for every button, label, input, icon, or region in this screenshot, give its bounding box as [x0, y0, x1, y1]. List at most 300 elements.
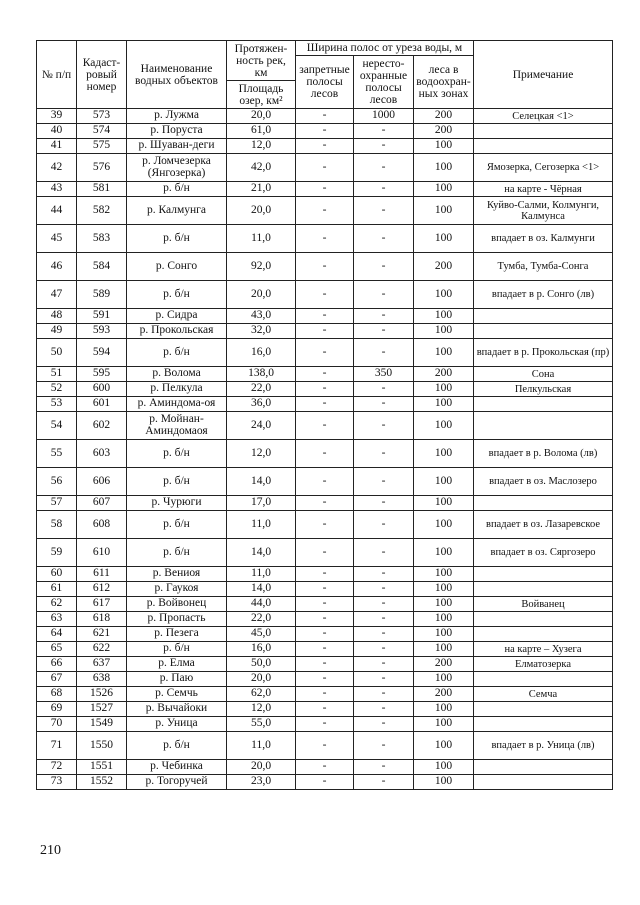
length: 12,0	[227, 139, 296, 154]
table-row	[37, 225, 613, 253]
spawning-width: 1000	[354, 109, 414, 124]
length: 20,0	[227, 672, 296, 687]
table-row	[37, 732, 613, 760]
water-body-name: р. Пезега	[127, 627, 227, 642]
table-row	[37, 197, 613, 225]
table-row	[37, 468, 613, 496]
protection-width: 100	[414, 717, 474, 732]
length: 22,0	[227, 612, 296, 627]
forbidden-width: -	[296, 124, 354, 139]
length: 22,0	[227, 382, 296, 397]
note	[474, 582, 613, 597]
cadastral-number: 574	[77, 124, 127, 139]
table-row	[37, 182, 613, 197]
water-body-name: р. Калмунга	[127, 197, 227, 225]
spawning-width: -	[354, 717, 414, 732]
spawning-width: -	[354, 382, 414, 397]
spawning-width: -	[354, 225, 414, 253]
water-body-name: р. Аминдома-оя	[127, 397, 227, 412]
header-area: Площадь озер, км²	[227, 81, 296, 109]
table-row	[37, 253, 613, 281]
spawning-width: -	[354, 440, 414, 468]
forbidden-width: -	[296, 339, 354, 367]
forbidden-width: -	[296, 397, 354, 412]
length: 20,0	[227, 281, 296, 309]
protection-width: 200	[414, 657, 474, 672]
note: Куйво-Салми, Колмунги, Калмунса	[474, 197, 613, 225]
note	[474, 139, 613, 154]
cadastral-number: 1526	[77, 687, 127, 702]
note	[474, 760, 613, 775]
table-row	[37, 339, 613, 367]
length: 36,0	[227, 397, 296, 412]
forbidden-width: -	[296, 197, 354, 225]
note: Елматозерка	[474, 657, 613, 672]
table-row	[37, 382, 613, 397]
water-body-name: р. Лужма	[127, 109, 227, 124]
length: 138,0	[227, 367, 296, 382]
spawning-width: -	[354, 339, 414, 367]
protection-width: 100	[414, 582, 474, 597]
spawning-width: -	[354, 496, 414, 511]
cadastral-number: 1552	[77, 775, 127, 790]
protection-width: 100	[414, 309, 474, 324]
row-num: 71	[37, 732, 77, 760]
forbidden-width: -	[296, 627, 354, 642]
table-row	[37, 511, 613, 539]
spawning-width: -	[354, 732, 414, 760]
spawning-width: -	[354, 154, 414, 182]
cadastral-number: 612	[77, 582, 127, 597]
row-num: 52	[37, 382, 77, 397]
water-body-name: р. Ломчезерка (Янгозерка)	[127, 154, 227, 182]
protection-width: 200	[414, 124, 474, 139]
length: 45,0	[227, 627, 296, 642]
water-body-name: р. б/н	[127, 732, 227, 760]
header-num: № п/п	[37, 41, 77, 109]
note	[474, 702, 613, 717]
forbidden-width: -	[296, 253, 354, 281]
water-body-name: р. Чебинка	[127, 760, 227, 775]
row-num: 56	[37, 468, 77, 496]
forbidden-width: -	[296, 412, 354, 440]
protection-width: 100	[414, 597, 474, 612]
protection-width: 100	[414, 440, 474, 468]
protection-width: 100	[414, 468, 474, 496]
row-num: 69	[37, 702, 77, 717]
forbidden-width: -	[296, 154, 354, 182]
spawning-width: -	[354, 672, 414, 687]
row-num: 42	[37, 154, 77, 182]
water-body-name: р. Прокольская	[127, 324, 227, 339]
row-num: 67	[37, 672, 77, 687]
forbidden-width: -	[296, 775, 354, 790]
note: впадает в р. Уница (лв)	[474, 732, 613, 760]
table-header	[37, 41, 613, 109]
forbidden-width: -	[296, 612, 354, 627]
forbidden-width: -	[296, 109, 354, 124]
row-num: 65	[37, 642, 77, 657]
protection-width: 100	[414, 775, 474, 790]
forbidden-width: -	[296, 496, 354, 511]
table-body	[37, 109, 613, 790]
spawning-width: -	[354, 309, 414, 324]
cadastral-number: 589	[77, 281, 127, 309]
protection-width: 100	[414, 567, 474, 582]
row-num: 54	[37, 412, 77, 440]
protection-width: 100	[414, 760, 474, 775]
forbidden-width: -	[296, 139, 354, 154]
cadastral-number: 582	[77, 197, 127, 225]
forbidden-width: -	[296, 511, 354, 539]
table-row	[37, 627, 613, 642]
length: 23,0	[227, 775, 296, 790]
length: 11,0	[227, 732, 296, 760]
table-row	[37, 124, 613, 139]
table-row	[37, 775, 613, 790]
row-num: 47	[37, 281, 77, 309]
row-num: 51	[37, 367, 77, 382]
cadastral-number: 602	[77, 412, 127, 440]
water-body-name: р. б/н	[127, 642, 227, 657]
cadastral-number: 600	[77, 382, 127, 397]
forbidden-width: -	[296, 642, 354, 657]
cadastral-number: 601	[77, 397, 127, 412]
cadastral-number: 576	[77, 154, 127, 182]
length: 20,0	[227, 197, 296, 225]
water-body-name: р. Семчь	[127, 687, 227, 702]
water-body-name: р. Мойнан-Аминдомаоя	[127, 412, 227, 440]
spawning-width: -	[354, 182, 414, 197]
spawning-width: -	[354, 139, 414, 154]
protection-width: 100	[414, 197, 474, 225]
forbidden-width: -	[296, 182, 354, 197]
row-num: 57	[37, 496, 77, 511]
length: 62,0	[227, 687, 296, 702]
water-body-name: р. б/н	[127, 440, 227, 468]
protection-width: 100	[414, 627, 474, 642]
row-num: 45	[37, 225, 77, 253]
cadastral-number: 638	[77, 672, 127, 687]
length: 32,0	[227, 324, 296, 339]
table-row	[37, 567, 613, 582]
note	[474, 612, 613, 627]
water-body-name: р. Вениоя	[127, 567, 227, 582]
spawning-width: -	[354, 468, 414, 496]
note: впадает в оз. Калмунги	[474, 225, 613, 253]
length: 20,0	[227, 109, 296, 124]
table-row	[37, 440, 613, 468]
note: Сона	[474, 367, 613, 382]
note: Пелкульская	[474, 382, 613, 397]
row-num: 48	[37, 309, 77, 324]
cadastral-number: 1527	[77, 702, 127, 717]
length: 14,0	[227, 468, 296, 496]
water-body-name: р. б/н	[127, 539, 227, 567]
note: впадает в р. Волома (лв)	[474, 440, 613, 468]
length: 20,0	[227, 760, 296, 775]
water-body-name: р. Паю	[127, 672, 227, 687]
water-body-name: р. Вычайоки	[127, 702, 227, 717]
note: впадает в р. Сонго (лв)	[474, 281, 613, 309]
water-body-name: р. Уница	[127, 717, 227, 732]
cadastral-number: 573	[77, 109, 127, 124]
row-num: 41	[37, 139, 77, 154]
table-row	[37, 717, 613, 732]
length: 43,0	[227, 309, 296, 324]
forbidden-width: -	[296, 760, 354, 775]
spawning-width: -	[354, 567, 414, 582]
spawning-width: -	[354, 627, 414, 642]
length: 50,0	[227, 657, 296, 672]
water-body-name: р. Чурюги	[127, 496, 227, 511]
forbidden-width: -	[296, 281, 354, 309]
row-num: 62	[37, 597, 77, 612]
cadastral-number: 608	[77, 511, 127, 539]
note	[474, 627, 613, 642]
table-row	[37, 154, 613, 182]
protection-width: 100	[414, 732, 474, 760]
length: 12,0	[227, 702, 296, 717]
forbidden-width: -	[296, 597, 354, 612]
protection-width: 200	[414, 687, 474, 702]
protection-width: 200	[414, 367, 474, 382]
spawning-width: -	[354, 657, 414, 672]
header-spawning: нересто-охранные полосы лесов	[354, 56, 414, 109]
note: впадает в р. Прокольская (пр)	[474, 339, 613, 367]
water-body-name: р. б/н	[127, 225, 227, 253]
row-num: 53	[37, 397, 77, 412]
table-row	[37, 309, 613, 324]
cadastral-number: 607	[77, 496, 127, 511]
cadastral-number: 617	[77, 597, 127, 612]
header-length: Протяжен-ность рек, км	[227, 41, 296, 81]
spawning-width: -	[354, 612, 414, 627]
row-num: 50	[37, 339, 77, 367]
cadastral-number: 594	[77, 339, 127, 367]
row-num: 43	[37, 182, 77, 197]
row-num: 49	[37, 324, 77, 339]
forbidden-width: -	[296, 440, 354, 468]
length: 11,0	[227, 225, 296, 253]
table-row	[37, 539, 613, 567]
cadastral-number: 611	[77, 567, 127, 582]
water-body-name: р. б/н	[127, 339, 227, 367]
length: 11,0	[227, 567, 296, 582]
table-row	[37, 582, 613, 597]
note	[474, 124, 613, 139]
note	[474, 567, 613, 582]
forbidden-width: -	[296, 382, 354, 397]
row-num: 63	[37, 612, 77, 627]
cadastral-number: 1551	[77, 760, 127, 775]
table-row	[37, 642, 613, 657]
spawning-width: -	[354, 642, 414, 657]
row-num: 40	[37, 124, 77, 139]
header-forbidden: запретные полосы лесов	[296, 56, 354, 109]
table-row	[37, 281, 613, 309]
cadastral-number: 593	[77, 324, 127, 339]
header-protection: леса в водоохран-ных зонах	[414, 56, 474, 109]
spawning-width: -	[354, 539, 414, 567]
length: 21,0	[227, 182, 296, 197]
table-row	[37, 496, 613, 511]
cadastral-number: 637	[77, 657, 127, 672]
cadastral-number: 610	[77, 539, 127, 567]
page-number: 210	[40, 843, 61, 858]
water-body-name: р. Гаукоя	[127, 582, 227, 597]
protection-width: 100	[414, 642, 474, 657]
protection-width: 100	[414, 281, 474, 309]
length: 16,0	[227, 642, 296, 657]
water-body-name: р. Тогоручей	[127, 775, 227, 790]
note	[474, 324, 613, 339]
protection-width: 100	[414, 672, 474, 687]
note	[474, 309, 613, 324]
cadastral-number: 575	[77, 139, 127, 154]
water-body-name: р. б/н	[127, 468, 227, 496]
spawning-width: -	[354, 702, 414, 717]
row-num: 60	[37, 567, 77, 582]
note: Ямозерка, Сегозерка <1>	[474, 154, 613, 182]
length: 92,0	[227, 253, 296, 281]
spawning-width: -	[354, 124, 414, 139]
forbidden-width: -	[296, 324, 354, 339]
table-row	[37, 324, 613, 339]
row-num: 64	[37, 627, 77, 642]
protection-width: 100	[414, 225, 474, 253]
water-body-name: р. Войвонец	[127, 597, 227, 612]
table-row	[37, 612, 613, 627]
water-bodies-table	[36, 40, 613, 790]
length: 55,0	[227, 717, 296, 732]
length: 17,0	[227, 496, 296, 511]
cadastral-number: 581	[77, 182, 127, 197]
forbidden-width: -	[296, 702, 354, 717]
forbidden-width: -	[296, 468, 354, 496]
protection-width: 100	[414, 612, 474, 627]
forbidden-width: -	[296, 367, 354, 382]
protection-width: 200	[414, 109, 474, 124]
row-num: 66	[37, 657, 77, 672]
spawning-width: -	[354, 397, 414, 412]
cadastral-number: 606	[77, 468, 127, 496]
protection-width: 100	[414, 182, 474, 197]
row-num: 58	[37, 511, 77, 539]
row-num: 72	[37, 760, 77, 775]
length: 12,0	[227, 440, 296, 468]
row-num: 61	[37, 582, 77, 597]
water-body-name: р. б/н	[127, 511, 227, 539]
table-row	[37, 657, 613, 672]
note: Тумба, Тумба-Сонга	[474, 253, 613, 281]
protection-width: 100	[414, 539, 474, 567]
spawning-width: -	[354, 253, 414, 281]
protection-width: 100	[414, 139, 474, 154]
length: 42,0	[227, 154, 296, 182]
protection-width: 100	[414, 496, 474, 511]
note	[474, 672, 613, 687]
forbidden-width: -	[296, 539, 354, 567]
forbidden-width: -	[296, 567, 354, 582]
row-num: 46	[37, 253, 77, 281]
header-name: Наименование водных объектов	[127, 41, 227, 109]
spawning-width: -	[354, 597, 414, 612]
header-note: Примечание	[474, 41, 613, 109]
table-row	[37, 367, 613, 382]
spawning-width: -	[354, 281, 414, 309]
spawning-width: 350	[354, 367, 414, 382]
forbidden-width: -	[296, 657, 354, 672]
cadastral-number: 603	[77, 440, 127, 468]
forbidden-width: -	[296, 582, 354, 597]
cadastral-number: 1550	[77, 732, 127, 760]
note	[474, 397, 613, 412]
table-row	[37, 412, 613, 440]
forbidden-width: -	[296, 672, 354, 687]
cadastral-number: 622	[77, 642, 127, 657]
water-body-name: р. Поруста	[127, 124, 227, 139]
water-body-name: р. б/н	[127, 182, 227, 197]
cadastral-number: 621	[77, 627, 127, 642]
table-row	[37, 109, 613, 124]
note	[474, 496, 613, 511]
spawning-width: -	[354, 324, 414, 339]
row-num: 59	[37, 539, 77, 567]
protection-width: 200	[414, 253, 474, 281]
note: впадает в оз. Маслозеро	[474, 468, 613, 496]
row-num: 73	[37, 775, 77, 790]
protection-width: 100	[414, 339, 474, 367]
note	[474, 717, 613, 732]
water-body-name: р. б/н	[127, 281, 227, 309]
protection-width: 100	[414, 154, 474, 182]
table-row	[37, 702, 613, 717]
length: 14,0	[227, 539, 296, 567]
water-body-name: р. Волома	[127, 367, 227, 382]
protection-width: 100	[414, 702, 474, 717]
spawning-width: -	[354, 412, 414, 440]
cadastral-number: 1549	[77, 717, 127, 732]
spawning-width: -	[354, 197, 414, 225]
note: на карте – Хузега	[474, 642, 613, 657]
length: 24,0	[227, 412, 296, 440]
table-row	[37, 597, 613, 612]
table-row	[37, 672, 613, 687]
table-row	[37, 397, 613, 412]
protection-width: 100	[414, 412, 474, 440]
note: Селецкая <1>	[474, 109, 613, 124]
protection-width: 100	[414, 324, 474, 339]
row-num: 68	[37, 687, 77, 702]
length: 44,0	[227, 597, 296, 612]
forbidden-width: -	[296, 732, 354, 760]
row-num: 44	[37, 197, 77, 225]
water-body-name: р. Сидра	[127, 309, 227, 324]
spawning-width: -	[354, 511, 414, 539]
row-num: 55	[37, 440, 77, 468]
protection-width: 100	[414, 511, 474, 539]
water-body-name: р. Сонго	[127, 253, 227, 281]
length: 14,0	[227, 582, 296, 597]
water-body-name: р. Елма	[127, 657, 227, 672]
cadastral-number: 583	[77, 225, 127, 253]
table-row	[37, 687, 613, 702]
table-row	[37, 760, 613, 775]
forbidden-width: -	[296, 687, 354, 702]
spawning-width: -	[354, 775, 414, 790]
spawning-width: -	[354, 687, 414, 702]
